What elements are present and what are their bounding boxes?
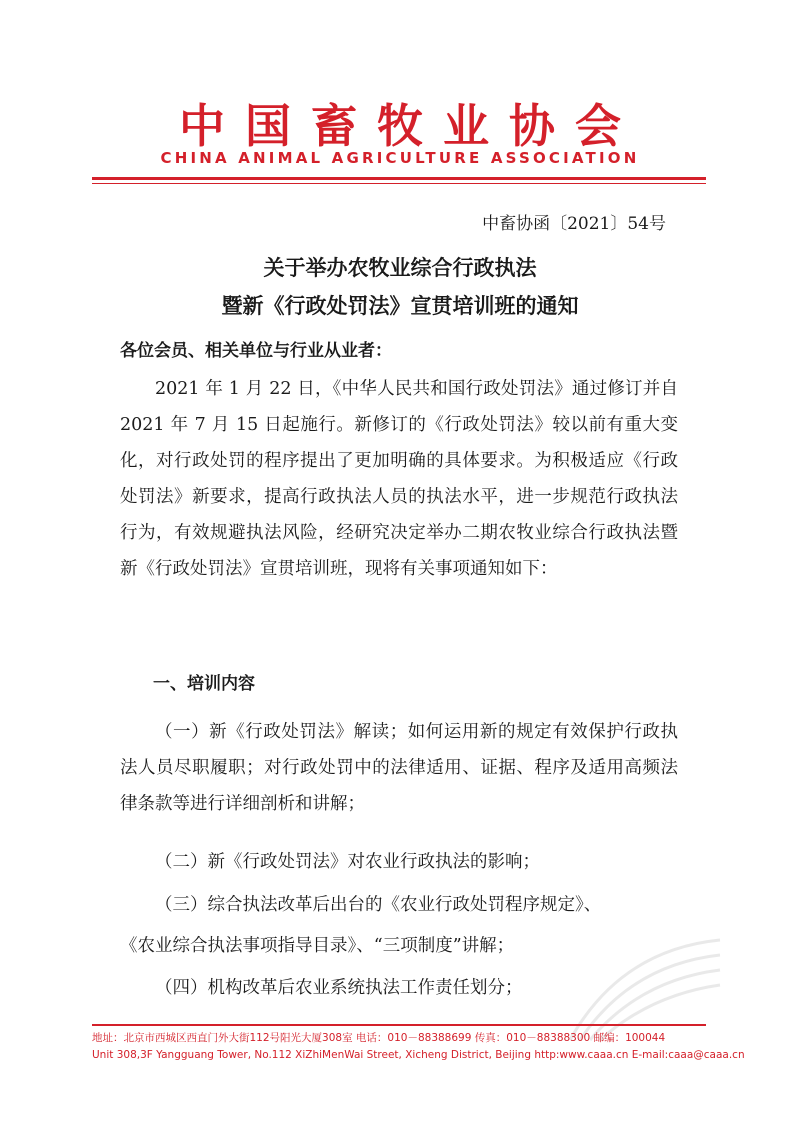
org-name-cn: 中国畜牧业协会 bbox=[179, 99, 641, 153]
doc-number: 中畜协函〔2021〕54号 bbox=[482, 214, 666, 234]
intro-paragraph: 2021 年 1 月 22 日，《中华人民共和国行政处罚法》通过修订并自 2021 年 7 月 15 日起施行。新修订的《行政处罚法》较以前有重大变化，对行政处罚的程序提出了更加明确的具体要求。为积极适应《行政处罚法》新要求，提高行政执法人员的执法水平，进一步规范行政执法行为，有效规避执法风险，经研究决定举办二期农牧业综合行政执法暨新《行政处罚法》宣贯培训班，现将有关事项通知如下： bbox=[120, 379, 678, 579]
list-item-2: （二）新《行政处罚法》对农业行政执法的影响； bbox=[155, 852, 540, 872]
salutation: 各位会员、相关单位与行业从业者： bbox=[120, 341, 392, 361]
letterhead-rule-thin bbox=[92, 183, 706, 184]
footer-rule bbox=[92, 1024, 706, 1026]
letterhead-rule-thick bbox=[92, 177, 706, 180]
title-line-2: 暨新《行政处罚法》宣贯培训班的通知 bbox=[221, 294, 579, 318]
list-item-1: （一）新《行政处罚法》解读；如何运用新的规定有效保护行政执法人员尽职履职；对行政处罚中的法律适用、证据、程序及适用高频法律条款等进行详细剖析和讲解； bbox=[120, 722, 678, 814]
list-item-3-line-1: （三）综合执法改革后出台的《农业行政处罚程序规定》、 bbox=[155, 895, 602, 915]
title-line-1: 关于举办农牧业综合行政执法 bbox=[263, 256, 537, 280]
org-name-en: CHINA ANIMAL AGRICULTURE ASSOCIATION bbox=[160, 149, 640, 167]
section-heading-1: 一、培训内容 bbox=[153, 674, 255, 694]
footer-address-en: Unit 308,3F Yangguang Tower, No.112 XiZhiMenWai Street, Xicheng District, Beijing http:www.caaa.cn E-mail:caaa@caaa.cn bbox=[92, 1049, 745, 1061]
footer-address-cn: 地址：北京市西城区西直门外大街112号阳光大厦308室 电话：010－88388699 传真：010－88388300 邮编：100044 bbox=[92, 1032, 666, 1044]
list-item-3-line-2: 《农业综合执法事项指导目录》、“三项制度”讲解； bbox=[120, 936, 515, 956]
list-item-4: （四）机构改革后农业系统执法工作责任划分； bbox=[155, 978, 523, 998]
